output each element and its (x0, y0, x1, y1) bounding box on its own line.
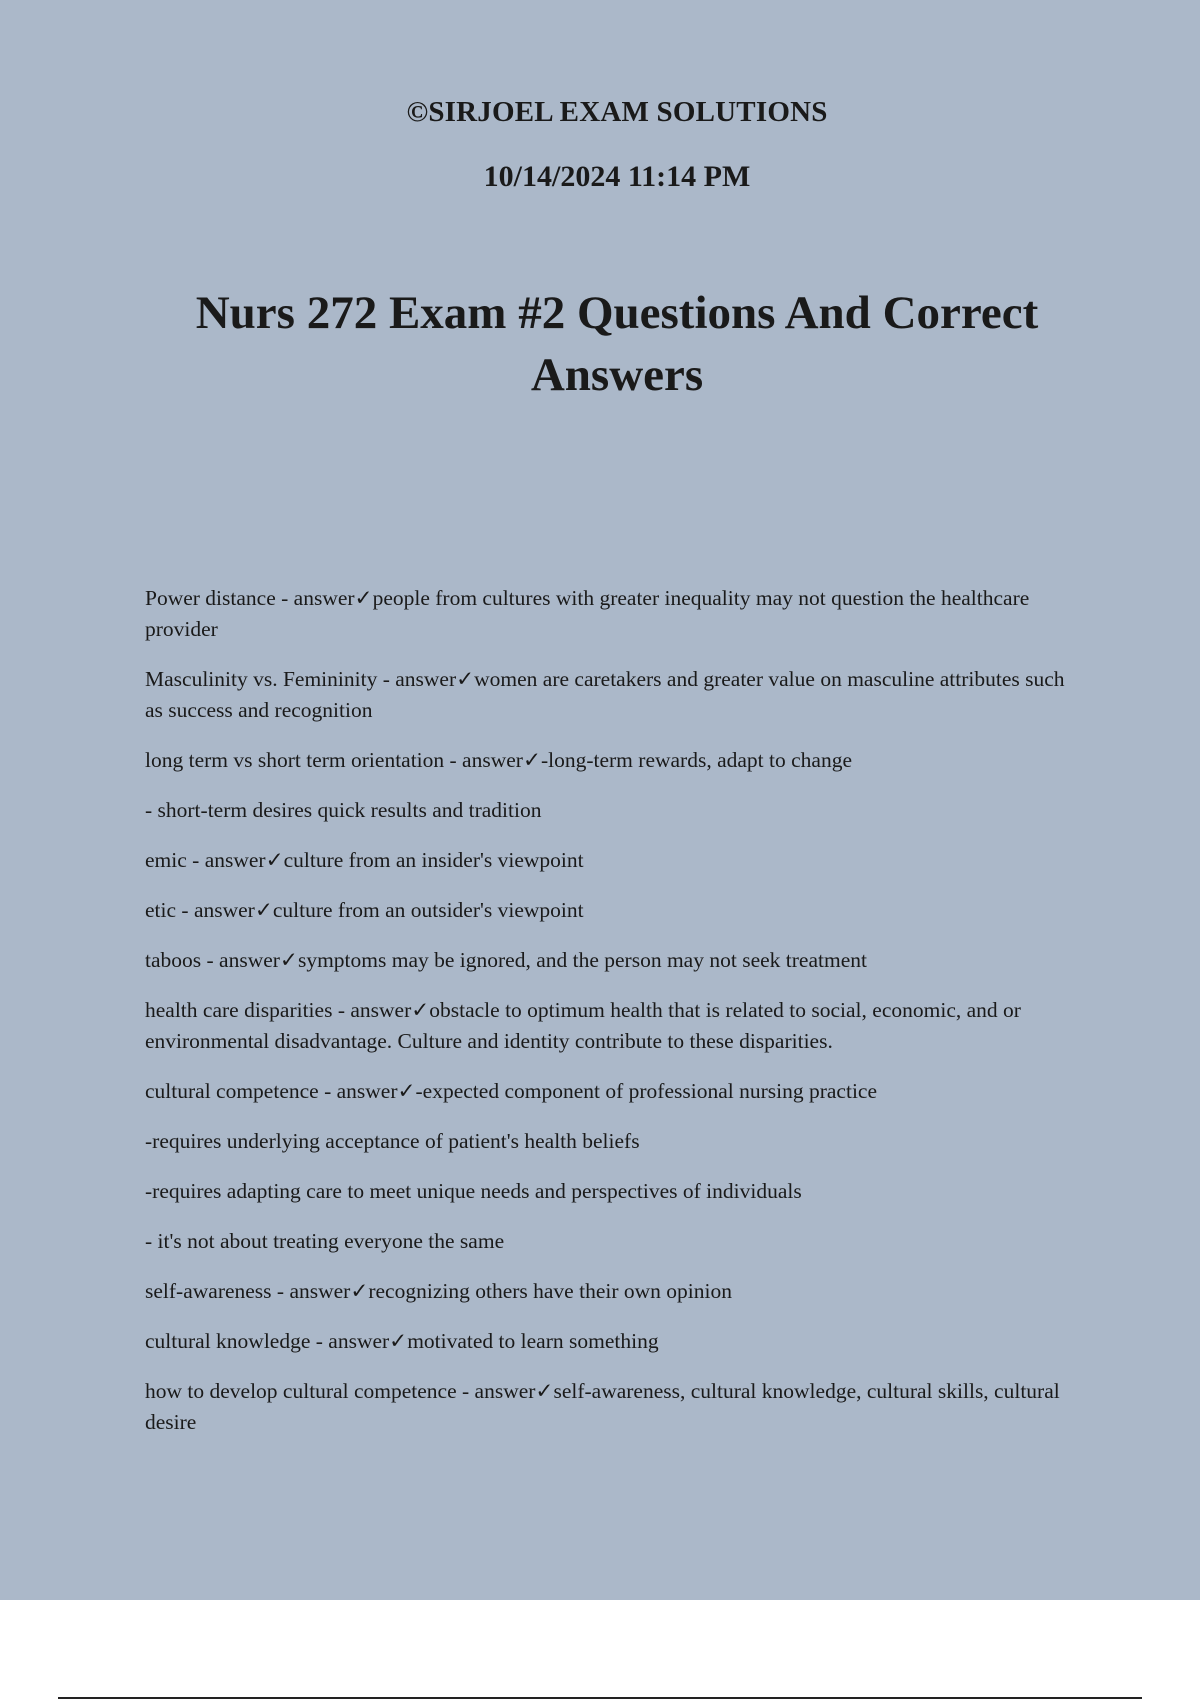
list-item: - short-term desires quick results and tradition (145, 798, 542, 822)
list-item: - it's not about treating everyone the same (145, 1229, 505, 1253)
list-item: Masculinity vs. Femininity - answer✓women are caretakers and greater value on masculine attributes such as success and recognition (145, 667, 1065, 722)
brand-header: ©SIRJOEL EXAM SOLUTIONS (406, 96, 828, 128)
list-item: Power distance - answer✓people from cultures with greater inequality may not question the healthcare provider (145, 586, 1030, 641)
list-item: etic - answer✓culture from an outsider's viewpoint (145, 898, 584, 922)
list-item: long term vs short term orientation - answer✓-long-term rewards, adapt to change (145, 748, 852, 772)
list-item: -requires adapting care to meet unique needs and perspectives of individuals (145, 1179, 802, 1203)
list-item: emic - answer✓culture from an insider's viewpoint (145, 848, 584, 872)
list-item: health care disparities - answer✓obstacle to optimum health that is related to social, economic, and or environmental disadvantage. Culture and identity contribute to these disparities. (145, 998, 1021, 1053)
page-divider (58, 1697, 1142, 1699)
list-item: how to develop cultural competence - answer✓self-awareness, cultural knowledge, cultural skills, cultural desire (145, 1379, 1060, 1434)
list-item: self-awareness - answer✓recognizing others have their own opinion (145, 1279, 732, 1303)
qa-list (145, 583, 1075, 1438)
document-datetime: 10/14/2024 11:14 PM (483, 160, 751, 193)
list-item: cultural knowledge - answer✓motivated to learn something (145, 1329, 659, 1353)
list-item: -requires underlying acceptance of patient's health beliefs (145, 1129, 640, 1153)
list-item: cultural competence - answer✓-expected component of professional nursing practice (145, 1079, 877, 1103)
list-item: taboos - answer✓symptoms may be ignored, and the person may not seek treatment (145, 948, 867, 972)
document-title: Nurs 272 Exam #2 Questions And Correct Answers (195, 287, 1039, 401)
